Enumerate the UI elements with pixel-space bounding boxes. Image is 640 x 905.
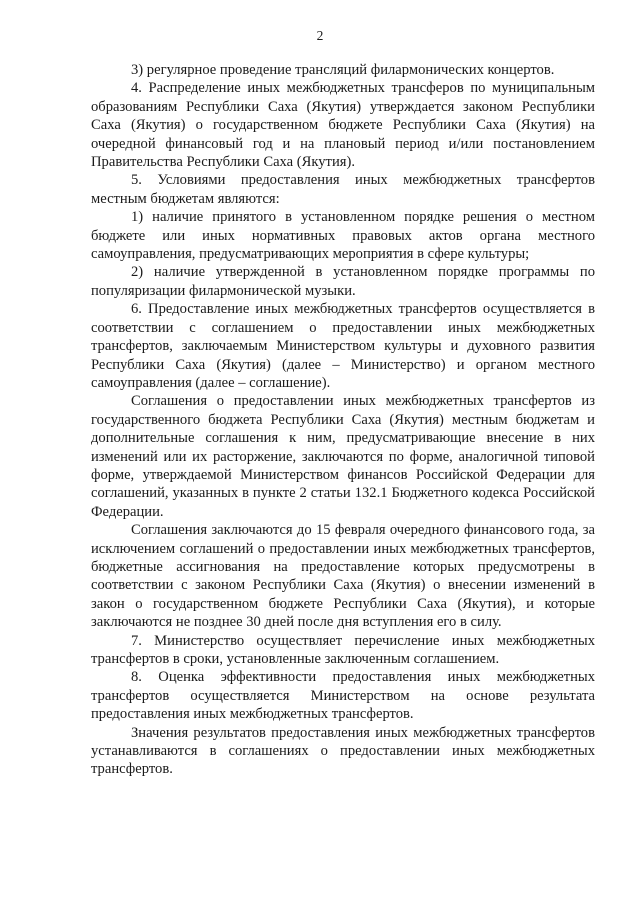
- page-number: 2: [316, 28, 324, 43]
- paragraph-item-3: 3) регулярное проведение трансляций филармонических концертов.: [131, 62, 555, 78]
- paragraph-8-evaluation: 8. Оценка эффективности предоставления иных межбюджетных трансфертов осуществляется Министерством на основе результата предоставления иных межбюджетных трансфертов.: [91, 669, 595, 723]
- paragraph-condition-1: 1) наличие принятого в установленном порядке решения о местном бюджете или иных нормативных правовых актов органа местного самоуправления, предусматривающих мероприятия в сфере культуры;: [91, 209, 595, 263]
- paragraph-6-agreement: 6. Предоставление иных межбюджетных трансфертов осуществляется в соответствии с соглашением о предоставлении иных межбюджетных трансфертов, заключаемым Министерством культуры и духовного развития Республики Саха (Якутия) (далее – Министерство) и органом местного самоуправления (далее – соглашение).: [91, 301, 595, 391]
- paragraph-5-conditions: 5. Условиями предоставления иных межбюджетных трансфертов местным бюджетам являются:: [91, 172, 595, 207]
- paragraph-result-values: Значения результатов предоставления иных межбюджетных трансфертов устанавливаются в соглашениях о предоставлении иных межбюджетных трансфертов.: [91, 724, 595, 778]
- paragraph-agreement-form: Соглашения о предоставлении иных межбюджетных трансфертов из государственного бюджета Республики Саха (Якутия) местным бюджетам и дополнительные соглашения к ним, предусматривающие внесение в них изменений или их расторжение, заключаются по форме, аналогичной типовой форме, утверждаемой Министерством финансов Российской Федерации для соглашений, указанных в пункте 2 статьи 132.1 Бюджетного кодекса Российской Федерации.: [91, 393, 595, 520]
- paragraph-4-distribution: 4. Распределение иных межбюджетных трансферов по муниципальным образованиям Республики Саха (Якутия) утверждается законом Республики Саха (Якутия) о государственном бюджете Республики Саха (Якутия) на очередной финансовый год и на плановый период и/или постановлением Правительства Республики Саха (Якутия).: [91, 80, 595, 171]
- document-body: [91, 61, 595, 779]
- paragraph-7-transfer: 7. Министерство осуществляет перечисление иных межбюджетных трансфертов в сроки, установленные заключенным соглашением.: [91, 632, 595, 667]
- paragraph-condition-2: 2) наличие утвержденной в установленном порядке программы по популяризации филармонической музыки.: [91, 264, 595, 299]
- paragraph-agreement-deadline: Соглашения заключаются до 15 февраля очередного финансового года, за исключением соглашений о предоставлении иных межбюджетных трансфертов, бюджетные ассигнования на предоставление которых предусмотрены в соответствии с законом Республики Саха (Якутия) о внесении изменений в закон о государственном бюджете Республики Саха (Якутия), и которые заключаются не позднее 30 дней после дня вступления его в силу.: [91, 522, 595, 631]
